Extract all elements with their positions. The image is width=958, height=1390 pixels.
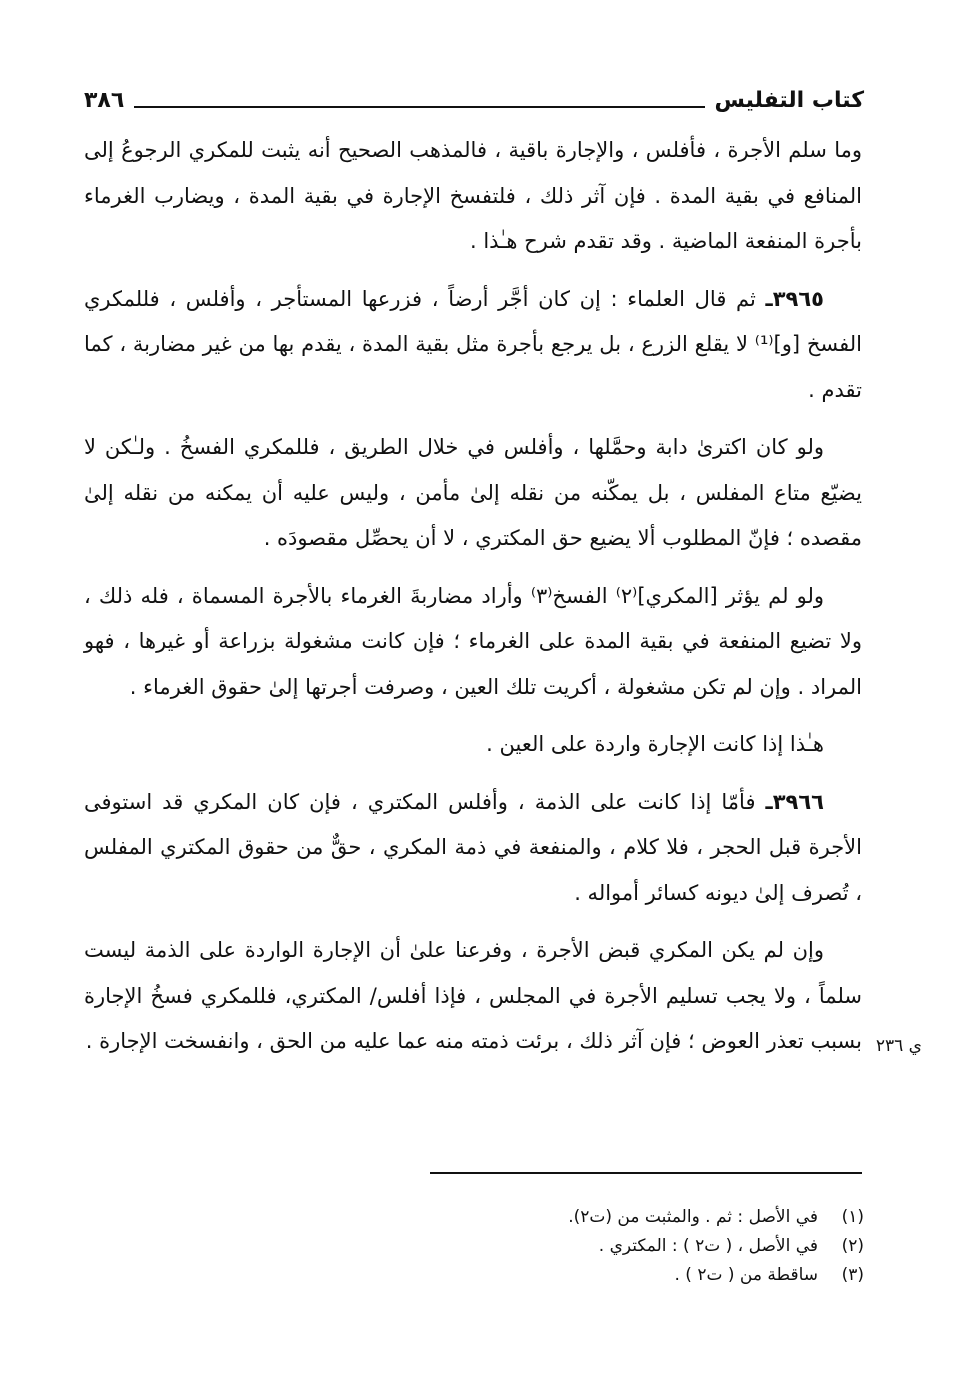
paragraph bbox=[84, 780, 862, 917]
paragraph-text: وما سلم الأجرة ، فأفلس ، والإجارة باقية ، فالمذهب الصحيح أنه يثبت للمكري الرجوعُ إلى المنافع في بقية المدة . فإن آثر ذلك ، فلتفسخ الإجارة في بقية المدة ، ويضارب الغرماء بأجرة المنفعة الماضية . وقد تقدم شرح هـٰذا . bbox=[84, 138, 862, 253]
paragraph bbox=[84, 928, 862, 1065]
footnote bbox=[84, 1232, 864, 1261]
paragraph bbox=[84, 574, 862, 711]
header-rule bbox=[134, 106, 704, 108]
footnote bbox=[84, 1203, 864, 1232]
paragraph bbox=[84, 425, 862, 562]
footnote-number: (٢) bbox=[841, 1236, 864, 1256]
paragraph-text: ثم قال العلماء : إن كان أجَّر أرضاً ، فزرعها المستأجر ، وأفلس ، فللمكري الفسخ [و]⁽¹⁾ لا يقلع الزرع ، بل يرجع بأجرة مثل بقية المدة ، يقدم بها من غير مضاربة ، كما تقدم . bbox=[84, 286, 862, 402]
footnote-rule bbox=[430, 1172, 862, 1174]
footnotes bbox=[84, 1203, 864, 1290]
book-title: كتاب التفليس bbox=[714, 87, 864, 113]
main-text bbox=[84, 128, 862, 1065]
paragraph bbox=[84, 722, 862, 768]
footnote-text: في الأصل ، ( ت٢ ) : المكتري . bbox=[598, 1236, 818, 1256]
footnote-number: (٣) bbox=[841, 1265, 864, 1285]
footnote-text: في الأصل : ثم . والمثبت من (ت٢). bbox=[568, 1207, 818, 1227]
footnote-number: (١) bbox=[841, 1207, 864, 1227]
paragraph-number: ٣٩٦٥ـ bbox=[765, 286, 824, 311]
paragraph-number: ٣٩٦٦ـ bbox=[765, 789, 824, 814]
paragraph-text: ولو كان اكترىٰ دابة وحمَّلها ، وأفلس في خلال الطريق ، فللمكري الفسخُ . ولـٰكن لا يضيّع متاع المفلس ، بل يمكّنه من نقله إلىٰ مأمن ، وليس عليه أن يمكنه من نقله إلىٰ مقصده ؛ فإنّ المطلوب ألا يضيع حق المكتري ، لا أن يحصِّل مقصودَه . bbox=[84, 435, 862, 550]
paragraph-text: هـٰذا إذا كانت الإجارة واردة على العين . bbox=[486, 732, 824, 756]
paragraph-text: ولو لم يؤثر [المكري]⁽٢⁾ الفسخ⁽٣⁾ وأراد مضاربةَ الغرماء بالأجرة المسماة ، فله ذلك ، ولا تضيع المنفعة في بقية المدة على الغرماء ؛ فإن كانت مشغولة بزراعة أو غيرها ، فهو المراد . وإن لم تكن مشغولة ، أكريت تلك العين ، وصرفت أجرتها إلىٰ حقوق الغرماء . bbox=[84, 583, 862, 699]
paragraph bbox=[84, 277, 862, 414]
paragraph bbox=[84, 128, 862, 265]
footnote-text: ساقطة من ( ت٢ ) . bbox=[674, 1265, 818, 1285]
paragraph-text: فأمّا إذا كانت على الذمة ، وأفلس المكتري ، فإن كان المكري قد استوفى الأجرة قبل الحجر ، فلا كلام ، والمنفعة في ذمة المكري ، حقٌّ من حقوق المكتري المفلس ، تُصرف إلىٰ ديونه كسائر أمواله . bbox=[84, 789, 862, 905]
page-header bbox=[84, 80, 864, 120]
manuscript-margin-note: ي ٢٣٦ bbox=[875, 1036, 922, 1056]
page-number: ٣٨٦ bbox=[84, 87, 125, 113]
footnote bbox=[84, 1261, 864, 1290]
paragraph-text: وإن لم يكن المكري قبض الأجرة ، وفرعنا علىٰ أن الإجارة الواردة على الذمة ليست سلماً ، ولا يجب تسليم الأجرة في المجلس ، فإذا أفلس/ المكتري، فللمكري فسخُ الإجارة بسبب تعذر العوض ؛ فإن آثر ذلك ، برئت ذمته منه عما عليه من الحق ، وانفسخت الإجارة . bbox=[84, 938, 862, 1053]
